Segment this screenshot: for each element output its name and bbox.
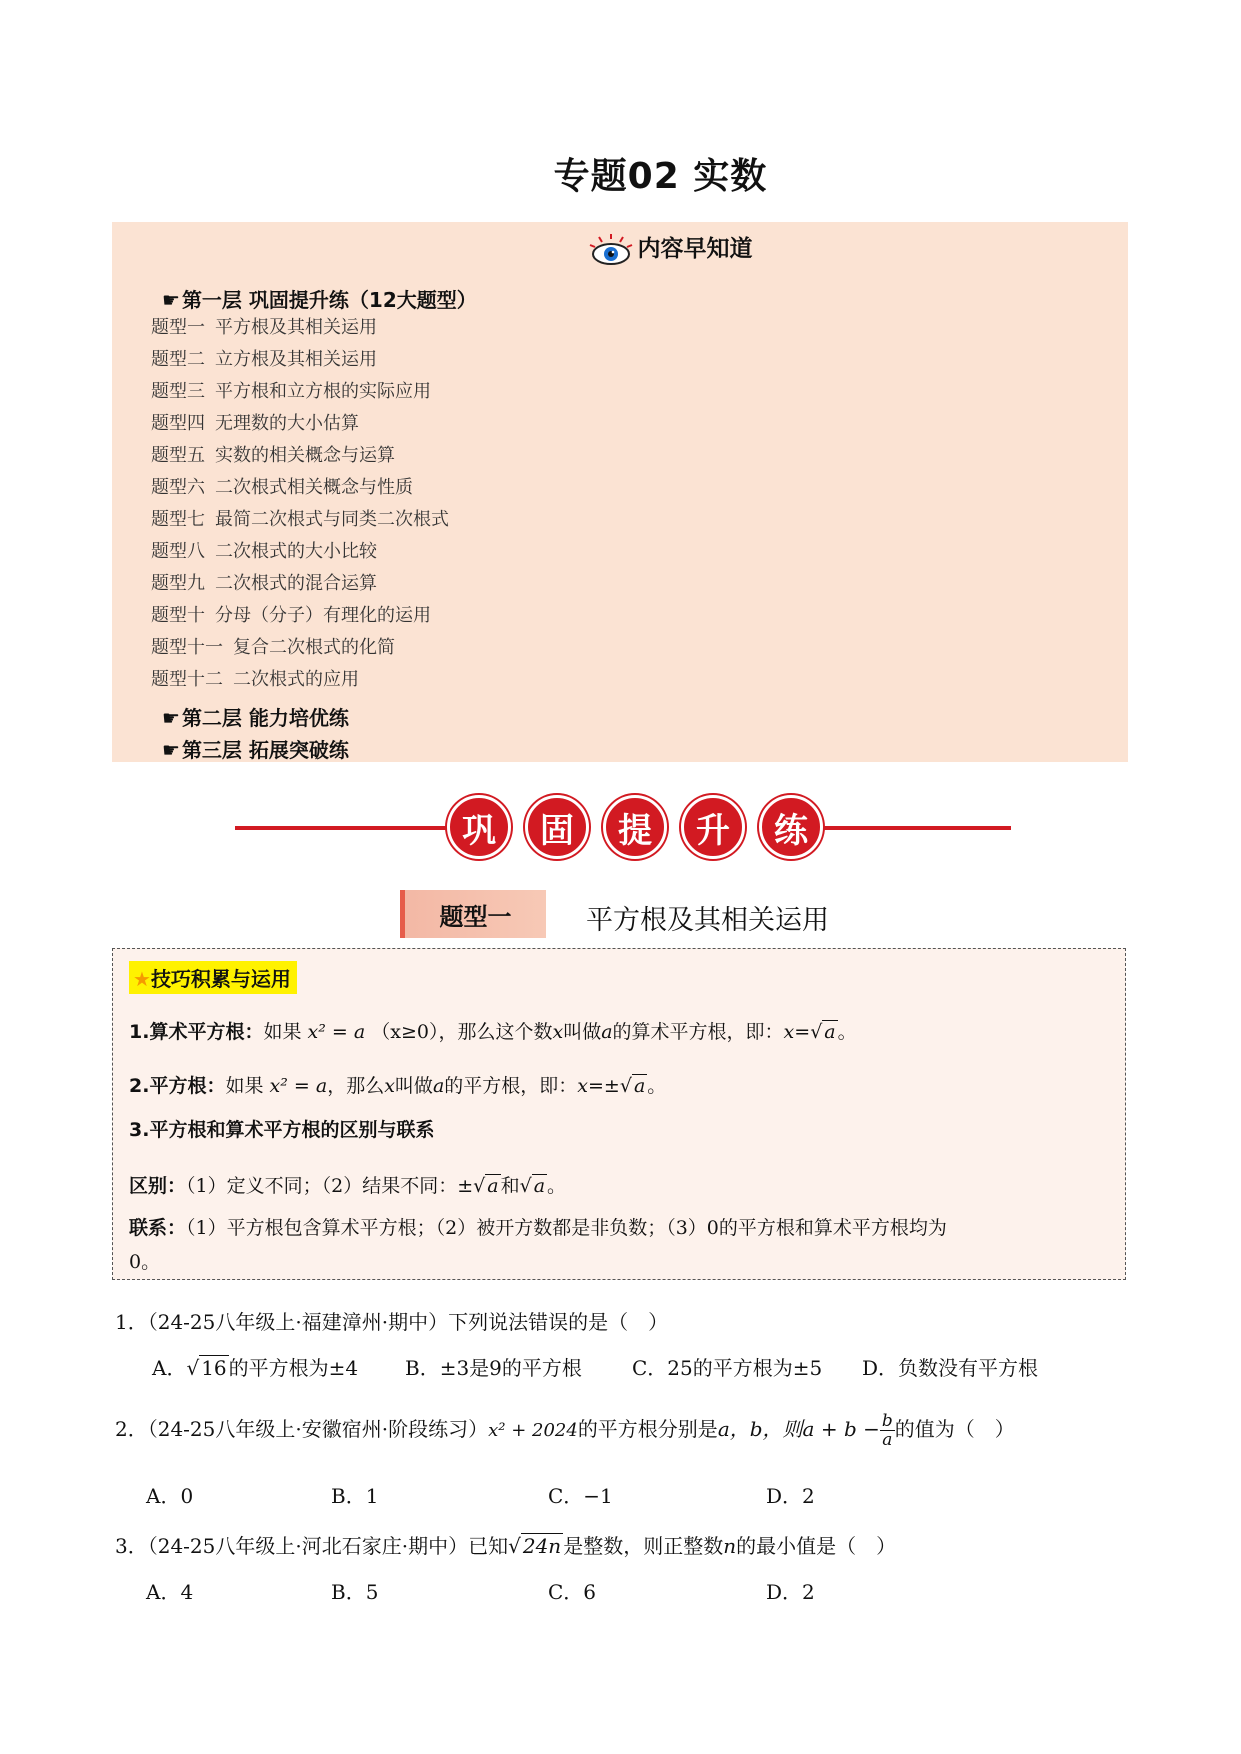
type-list-item: [151, 344, 449, 376]
question-1: 1．（24-25八年级上·福建漳州·期中）下列说法错误的是（ ）: [115, 1310, 669, 1334]
q2-expression: x² + 2024: [488, 1420, 578, 1441]
sqrt-symbol: √ a: [619, 1075, 646, 1097]
question-3: [115, 1530, 896, 1559]
type-list-key: 题型四: [151, 413, 205, 434]
sqrt-symbol: √ a: [519, 1175, 546, 1197]
star-icon: ★: [133, 967, 151, 991]
layer-2-label: 第二层 能力培优练: [181, 706, 349, 730]
q2-option-c[interactable]: C．−1: [548, 1484, 613, 1508]
type-list-item: [151, 568, 449, 600]
page-title: 专题02 实数: [553, 156, 768, 197]
banner-line-left: [235, 826, 455, 830]
layer-1-label: 第一层 巩固提升练（12大题型）: [181, 288, 477, 312]
tips-heading-text: 技巧积累与运用: [150, 967, 291, 991]
layer-1-heading: [162, 284, 477, 313]
question-2: [115, 1412, 1015, 1449]
overview-box: [112, 222, 1128, 762]
pointing-hand-icon: ☛: [162, 738, 180, 762]
q3-text-b: 是整数，则正整数: [563, 1534, 724, 1558]
type-list-item: [151, 440, 449, 472]
q3-option-b[interactable]: B．5: [331, 1580, 379, 1604]
tip-2-label: 2.平方根：: [129, 1075, 226, 1097]
tip-4-and: 和: [500, 1175, 520, 1197]
type-list-value: 平方根和立方根的实际应用: [215, 381, 431, 402]
q1-option-c[interactable]: C．25的平方根为±5: [632, 1356, 823, 1380]
banner-chars: [447, 795, 823, 859]
tip-1-var: x: [552, 1021, 564, 1043]
type-list-value: 二次根式的应用: [233, 669, 359, 690]
tip-1-text: 如果: [263, 1021, 302, 1043]
tip-2-text-d: 的平方根，即：: [444, 1075, 578, 1097]
type-list-key: 题型八: [151, 541, 205, 562]
tip-5-label: 联系：: [129, 1217, 187, 1239]
type-list-value: 平方根及其相关运用: [215, 317, 377, 338]
type-list-item: [151, 408, 449, 440]
type-list-item: [151, 376, 449, 408]
pointing-hand-icon: ☛: [162, 288, 180, 312]
type-list-key: 题型十: [151, 605, 205, 626]
q2-text-d: a + b −: [802, 1417, 880, 1441]
tip-1-text-c: 的算术平方根，即：: [612, 1021, 784, 1043]
banner-char: 提: [603, 795, 667, 859]
tip-2-text: 如果: [225, 1075, 264, 1097]
q3-radicand: 24n: [522, 1534, 562, 1558]
type-list-value: 二次根式的混合运算: [215, 573, 377, 594]
q1-option-d[interactable]: D．负数没有平方根: [862, 1356, 1039, 1380]
q2-option-d[interactable]: D．2: [766, 1484, 815, 1508]
q2-text-b: 的平方根分别是: [577, 1417, 718, 1441]
tip-2-var: x: [384, 1075, 395, 1097]
tip-1-equation: x² = a: [307, 1021, 366, 1043]
tip-6-text: 0。: [129, 1251, 161, 1273]
type-list-key: 题型七: [151, 509, 205, 530]
layer-2-heading: [162, 702, 349, 731]
pointing-hand-icon: ☛: [162, 706, 180, 730]
type-list-value: 二次根式相关概念与性质: [215, 477, 413, 498]
sqrt-symbol: √ a: [810, 1021, 836, 1043]
tip-4-end: 。: [547, 1175, 567, 1197]
banner-line-right: [795, 826, 1011, 830]
q3-var-n: n: [723, 1534, 737, 1558]
type-tag: 题型一: [400, 890, 546, 938]
banner-char: 巩: [447, 795, 511, 859]
type-list-value: 最简二次根式与同类二次根式: [215, 509, 449, 530]
type-list-key: 题型五: [151, 445, 205, 466]
tip-2-end: 。: [647, 1075, 667, 1097]
type-list-key: 题型六: [151, 477, 205, 498]
tip-1-condition: （x≥0），那么这个数: [371, 1021, 553, 1043]
type-list-item: [151, 504, 449, 536]
tip-1-var-a: a: [601, 1021, 613, 1043]
q1-option-a[interactable]: [152, 1352, 358, 1381]
tip-2-equation: x² = a: [269, 1075, 328, 1097]
tip-1-label: 1.算术平方根：: [129, 1021, 264, 1043]
tip-3-label: 3.平方根和算术平方根的区别与联系: [129, 1119, 435, 1141]
eye-icon: [588, 233, 634, 267]
type-list-item: [151, 312, 449, 344]
tips-box: [112, 948, 1126, 1280]
banner-char: 固: [525, 795, 589, 859]
banner-char: 练: [759, 795, 823, 859]
q2-fraction-numerator: b: [881, 1411, 893, 1431]
type-list-item: [151, 664, 449, 696]
type-list-item: [151, 536, 449, 568]
type-list-value: 无理数的大小估算: [215, 413, 359, 434]
q2-source: 2．（24-25八年级上·安徽宿州·阶段练习）: [115, 1417, 489, 1441]
tip-1-result: x=: [783, 1021, 811, 1043]
q2-text-c: a，b，则: [717, 1417, 803, 1441]
type-list-item: [151, 472, 449, 504]
q3-option-c[interactable]: C．6: [548, 1580, 597, 1604]
type-list-value: 实数的相关概念与运算: [215, 445, 395, 466]
tip-line-1: [129, 1017, 857, 1044]
overview-heading-text: 内容早知道: [637, 236, 753, 262]
type-list-key: 题型十一: [151, 637, 223, 658]
type-list-key: 题型三: [151, 381, 205, 402]
type-list-item: [151, 600, 449, 632]
type-list-key: 题型二: [151, 349, 205, 370]
q3-source: 3．（24-25八年级上·河北石家庄·期中）已知: [115, 1534, 509, 1558]
type-list-value: 二次根式的大小比较: [215, 541, 377, 562]
q3-option-a[interactable]: A．4: [146, 1580, 194, 1604]
type-list: [151, 312, 449, 696]
sqrt-symbol: √ 24n: [508, 1534, 562, 1558]
sqrt-symbol: √ a: [473, 1175, 499, 1197]
q3-option-d[interactable]: D．2: [766, 1580, 815, 1604]
q2-option-a[interactable]: A．0: [146, 1484, 194, 1508]
type-list-key: 题型十二: [151, 669, 223, 690]
banner-char: 升: [681, 795, 745, 859]
q1-option-b[interactable]: B．±3是9的平方根: [405, 1356, 582, 1380]
tip-2-var-a: a: [432, 1075, 445, 1097]
tip-5-text: （1）平方根包含算术平方根；（2）被开方数都是非负数；（3）0的平方根和算术平方根均为: [186, 1217, 947, 1239]
tip-1-radicand: a: [824, 1021, 836, 1043]
type-list-item: [151, 632, 449, 664]
type-list-key: 题型九: [151, 573, 205, 594]
type-list-value: 复合二次根式的化简: [233, 637, 395, 658]
tip-line-2: [129, 1071, 666, 1098]
overview-heading: [112, 230, 1128, 267]
tip-2-text-c: 叫做: [394, 1075, 433, 1097]
layer-3-label: 第三层 拓展突破练: [181, 738, 349, 762]
tip-1-end: 。: [837, 1021, 857, 1043]
option-label: A．: [152, 1356, 187, 1380]
tip-line-4: [129, 1171, 566, 1198]
tip-line-6: [129, 1247, 160, 1274]
tip-4-radicand-2: a: [533, 1175, 546, 1197]
q2-fraction: [880, 1412, 895, 1449]
tip-1-text-b: 叫做: [563, 1021, 602, 1043]
q2-fraction-denominator: a: [882, 1430, 893, 1450]
tip-2-result: x=±: [577, 1075, 620, 1097]
sqrt-symbol: √ 16: [186, 1356, 227, 1380]
type-list-value: 立方根及其相关运用: [215, 349, 377, 370]
q1-radicand: 16: [201, 1356, 227, 1380]
q2-text-e: 的值为（ ）: [894, 1417, 1015, 1441]
layer-3-heading: [162, 734, 349, 763]
tip-2-text-b: ，那么: [327, 1075, 385, 1097]
type-title: 平方根及其相关运用: [586, 905, 829, 936]
section-banner: [235, 795, 1011, 861]
tip-line-3: [129, 1115, 434, 1142]
tip-4-label: 区别：: [129, 1175, 187, 1197]
tip-line-5: [129, 1213, 947, 1240]
tip-4-text: （1）定义不同；（2）结果不同：±: [186, 1175, 474, 1197]
q3-text-c: 的最小值是（ ）: [736, 1534, 897, 1558]
tip-4-radicand-1: a: [487, 1175, 499, 1197]
type-list-key: 题型一: [151, 317, 205, 338]
tip-2-radicand: a: [633, 1075, 646, 1097]
type-list-value: 分母（分子）有理化的运用: [215, 605, 431, 626]
q2-option-b[interactable]: B．1: [331, 1484, 379, 1508]
tips-heading: [129, 961, 297, 994]
option-text: 的平方根为±4: [228, 1356, 359, 1380]
